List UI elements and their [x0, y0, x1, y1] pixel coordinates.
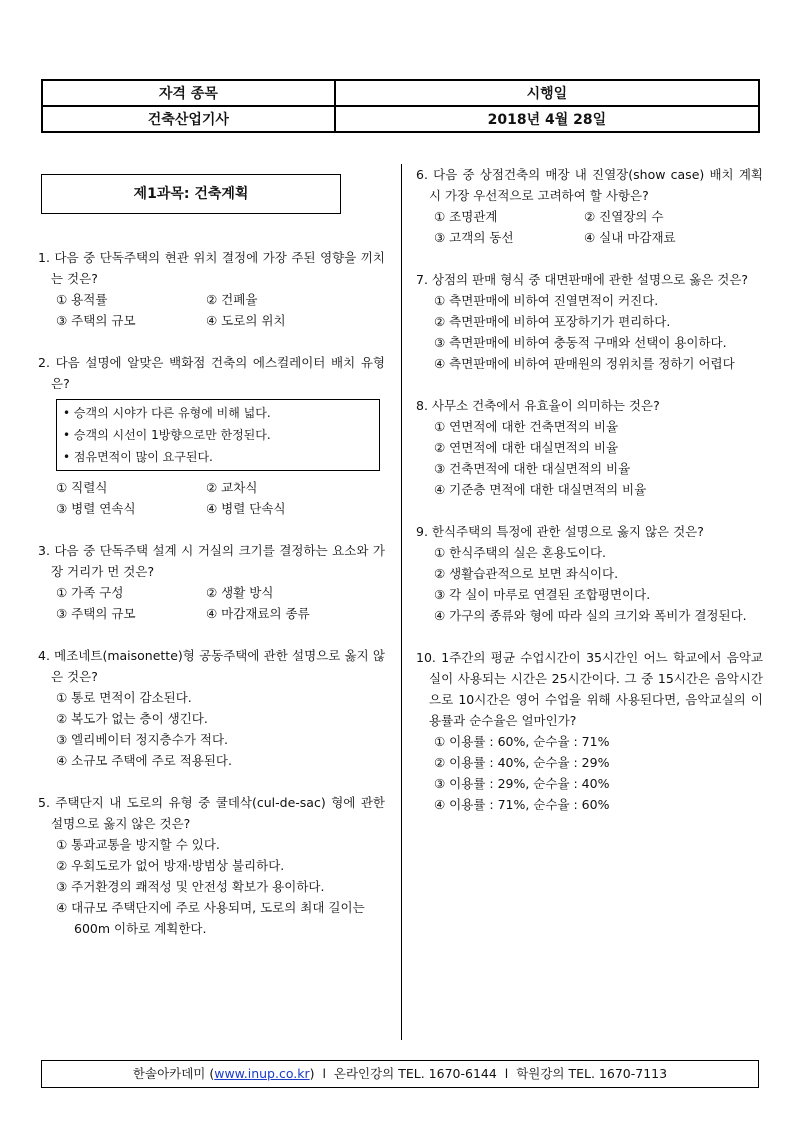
academy-link[interactable]: www.inup.co.kr	[214, 1066, 310, 1081]
question-stem: 1. 다음 중 단독주택의 현관 위치 결정에 가장 주된 영향을 끼치는 것은?	[38, 250, 385, 286]
question-4	[38, 645, 385, 771]
question-stem: 6. 다음 중 상점건축의 매장 내 진열장(show case) 배치 계획 시 가장 우선적으로 고려하여 할 사항은?	[416, 167, 763, 203]
option[interactable]: ④ 실내 마감재료	[584, 230, 676, 245]
footer-separator: l	[504, 1066, 509, 1081]
question-stem: 9. 한식주택의 특정에 관한 설명으로 옳지 않은 것은?	[416, 524, 704, 539]
option[interactable]: ② 복도가 없는 층이 생긴다.	[56, 711, 208, 726]
question-stem: 10. 1주간의 평균 수업시간이 35시간인 어느 학교에서 음악교실이 사용되는 시간은 25시간이다. 그 중 15시간은 음악시간으로 10시간은 영어 수업을 위해 사용된다면, 음악교실의 이용률과 순수율은 얼마인가?	[416, 650, 763, 728]
option[interactable]: ③ 주택의 규모	[56, 606, 136, 621]
option-grid	[38, 582, 385, 624]
question-6	[416, 164, 763, 248]
right-column	[416, 164, 763, 836]
option[interactable]: ③ 고객의 동선	[434, 230, 514, 245]
option-list	[416, 416, 763, 500]
option[interactable]: ① 연면적에 대한 건축면적의 비율	[434, 419, 619, 434]
option-list	[38, 834, 385, 939]
question-8	[416, 395, 763, 500]
question-5	[38, 792, 385, 939]
option-list	[416, 542, 763, 626]
option[interactable]: ① 용적률	[56, 292, 108, 307]
option[interactable]: ① 조명관계	[434, 209, 498, 224]
question-stem: 7. 상점의 판매 형식 중 대면판매에 관한 설명으로 옳은 것은?	[416, 272, 749, 287]
option[interactable]: ③ 측면판매에 비하여 충동적 구매와 선택이 용이하다.	[434, 335, 727, 350]
option[interactable]: ① 가족 구성	[56, 585, 124, 600]
column-divider	[401, 164, 402, 1040]
question-stem: 5. 주택단지 내 도로의 유형 중 쿨데삭(cul-de-sac) 형에 관한 설명으로 옳지 않은 것은?	[38, 795, 385, 831]
option[interactable]: ① 통로 면적이 감소된다.	[56, 690, 192, 705]
option[interactable]: ③ 주거환경의 쾌적성 및 안전성 확보가 용이하다.	[56, 879, 325, 894]
question-stem: 4. 메조네트(maisonette)형 공동주택에 관한 설명으로 옳지 않은 것은?	[38, 648, 385, 684]
footer-bar: 한솔아카데미 (www.inup.co.kr) l 온라인강의 TEL. 1670-6144 l 학원강의 TEL. 1670-7113	[41, 1060, 759, 1088]
option[interactable]: ③ 각 실이 마루로 연결된 조합평면이다.	[434, 587, 651, 602]
offline-contact: 학원강의 TEL. 1670-7113	[516, 1066, 668, 1081]
exam-info-table	[41, 79, 760, 133]
option[interactable]: ③ 주택의 규모	[56, 313, 136, 328]
option[interactable]: ④ 이용률 : 71%, 순수율 : 60%	[434, 797, 610, 812]
option[interactable]: ③ 병렬 연속식	[56, 501, 136, 516]
option[interactable]: ④ 소규모 주택에 주로 적용된다.	[56, 753, 232, 768]
option[interactable]: ② 우회도로가 없어 방재·방범상 불리하다.	[56, 858, 285, 873]
option[interactable]: ① 통과교통을 방지할 수 있다.	[56, 837, 220, 852]
option-list	[416, 290, 763, 374]
exam-subject-value: 건축산업기사	[42, 106, 335, 132]
option-grid	[416, 206, 763, 248]
question-9	[416, 521, 763, 626]
question-1	[38, 247, 385, 331]
subject-title: 제1과목: 건축계획	[41, 174, 341, 214]
option[interactable]: ① 측면판매에 비하여 진열면적이 커진다.	[434, 293, 659, 308]
question-7	[416, 269, 763, 374]
left-column	[38, 247, 385, 960]
option[interactable]: ④ 마감재료의 종류	[206, 606, 310, 621]
option[interactable]: ③ 건축면적에 대한 대실면적의 비율	[434, 461, 631, 476]
option[interactable]: ④ 측면판매에 비하여 판매원의 정위치를 정하기 어렵다	[434, 356, 735, 371]
option[interactable]: ② 측면판매에 비하여 포장하기가 편리하다.	[434, 314, 671, 329]
question-2	[38, 352, 385, 519]
option[interactable]: ② 진열장의 수	[584, 209, 664, 224]
question-stem: 8. 사무소 건축에서 유효율이 의미하는 것은?	[416, 398, 660, 413]
option[interactable]: ④ 가구의 종류와 형에 따라 실의 크기와 폭비가 결정된다.	[434, 608, 747, 623]
question-10	[416, 647, 763, 815]
option[interactable]: ④ 도로의 위치	[206, 313, 286, 328]
option[interactable]: ② 교차식	[206, 480, 258, 495]
question-3	[38, 540, 385, 624]
option[interactable]: ① 직렬식	[56, 480, 108, 495]
exam-date-label: 시행일	[335, 80, 759, 106]
option[interactable]: ① 한식주택의 실은 혼용도이다.	[434, 545, 607, 560]
condition-item: • 승객의 시야가 다른 유형에 비해 넓다.	[63, 406, 271, 420]
footer-separator: l	[322, 1066, 326, 1081]
condition-box	[56, 399, 380, 471]
condition-item: • 점유면적이 많이 요구된다.	[63, 450, 213, 464]
exam-subject-label: 자격 종목	[42, 80, 335, 106]
condition-item: • 승객의 시선이 1방향으로만 한정된다.	[63, 428, 271, 442]
option[interactable]: ③ 이용률 : 29%, 순수율 : 40%	[434, 776, 610, 791]
option[interactable]: ② 연면적에 대한 대실면적의 비율	[434, 440, 619, 455]
option-grid	[38, 289, 385, 331]
online-contact: 온라인강의 TEL. 1670-6144	[333, 1066, 497, 1081]
option[interactable]: ① 이용률 : 60%, 순수율 : 71%	[434, 734, 610, 749]
option[interactable]: ② 이용률 : 40%, 순수율 : 29%	[434, 755, 610, 770]
academy-name: 한솔아카데미	[132, 1066, 206, 1081]
option-list	[38, 687, 385, 771]
option-grid	[38, 477, 385, 519]
option[interactable]: ② 생활 방식	[206, 585, 274, 600]
option[interactable]: ② 건폐율	[206, 292, 258, 307]
option[interactable]: ② 생활습관적으로 보면 좌식이다.	[434, 566, 619, 581]
question-stem: 3. 다음 중 단독주택 설계 시 거실의 크기를 결정하는 요소와 가장 거리가 먼 것은?	[38, 543, 385, 579]
option[interactable]: ④ 기준층 면적에 대한 대실면적의 비율	[434, 482, 647, 497]
option[interactable]: ④ 병렬 단속식	[206, 501, 286, 516]
exam-date-value: 2018년 4월 28일	[335, 106, 759, 132]
option[interactable]: ④ 대규모 주택단지에 주로 사용되며, 도로의 최대 길이는 600m 이하로 계획한다.	[56, 900, 365, 936]
option[interactable]: ③ 엘리베이터 정지층수가 적다.	[56, 732, 229, 747]
option-list	[416, 731, 763, 815]
question-stem: 2. 다음 설명에 알맞은 백화점 건축의 에스컬레이터 배치 유형은?	[38, 355, 385, 391]
